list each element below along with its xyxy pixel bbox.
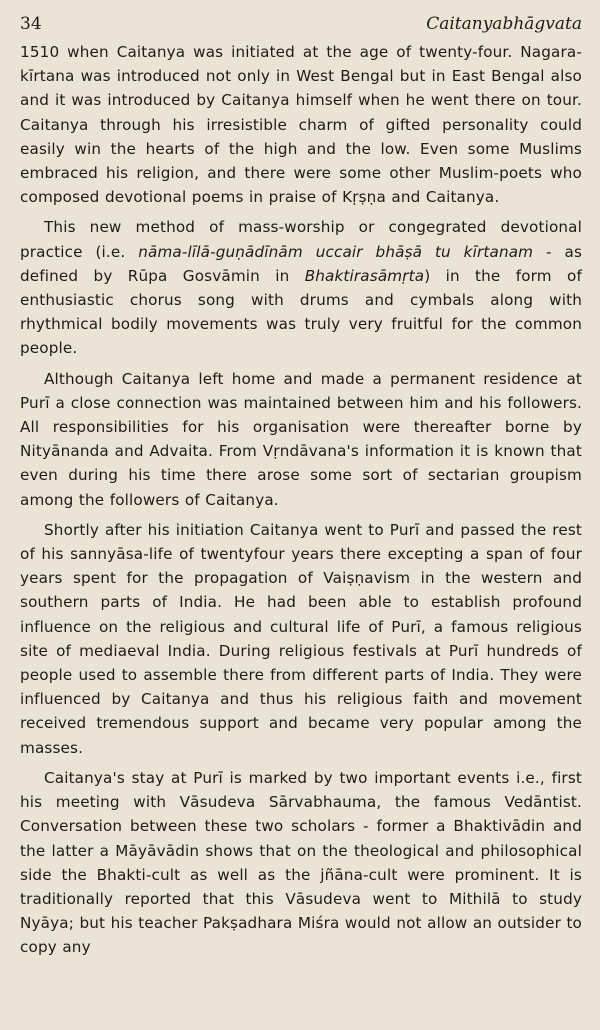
paragraph-2-text-b: - as defined by Rūpa Gosvāmin in: [20, 242, 583, 285]
page-number: 34: [20, 14, 42, 34]
paragraph-2-text-a: This new method of mass-worship or congegrated devotional practice (i.e.: [20, 218, 582, 261]
paragraph-2: [20, 215, 582, 360]
paragraph-3: Although Caitanya left home and made a permanent residence at Purī a close connection was maintained between him and his followers. All responsibilities for his organisation were thereafter borne by Nityānanda and Advaita. From Vṛndāvana's information it is known that even during his time there arose some sort of sectarian groupism among the followers of Caitanya.: [20, 369, 582, 509]
paragraph-4: Shortly after his initiation Caitanya went to Purī and passed the rest of his sannyāsa-life of twentyfour years there excepting a span of four years spent for the propagation of Vaiṣṇavism in the western and southern parts of India. He had been able to establish profound influence on the religious and cultural life of Purī, a famous religious site of mediaeval India. During religious festivals at Purī hundreds of people used to assemble there from different parts of India. They were influenced by Caitanya and thus his religious faith and movement received tremendous support and became very popular among the masses.: [20, 520, 582, 757]
paragraph-2-text-c: ) in the form of enthusiastic chorus song with drums and cymbals along with rhythmical bodily movements was truly very fruitful for the common people.: [20, 266, 582, 358]
paragraph-1: 1510 when Caitanya was initiated at the age of twenty-four. Nagara-kīrtana was introduced not only in West Bengal but in East Bengal also and it was introduced by Caitanya himself when he went there on tour. Caitanya through his irresistible charm of gifted personality could easily win the hearts of the high and the low. Even some Muslims embraced his religion, and there were some other Muslim-poets who composed devotional poems in praise of Kṛṣṇa and Caitanya.: [20, 43, 582, 207]
sanskrit-quote: nāma-līlā-guṇādīnām uccair bhāṣā tu kīrtanam: [138, 242, 534, 261]
paragraph-5: Caitanya's stay at Purī is marked by two important events i.e., first his meeting with Vāsudeva Sārvabhauma, the famous Vedāntist. Conversation between these two scholars - former a Bhaktivādin and the latter a Māyāvādin shows that on the theological and philosophical side the Bhakti-cult as well as the jñāna-cult were prominent. It is traditionally reported that this Vāsudeva went to Mithilā to study Nyāya; but his teacher Pakṣadhara Miśra would not allow an outsider to copy any: [20, 768, 582, 957]
book-title-bhaktirasamrta: Bhaktirasāmṛta: [304, 266, 425, 285]
body-text: [20, 40, 582, 960]
running-title: Caitanyabhāgvata: [426, 14, 582, 34]
page-header: [20, 14, 582, 34]
